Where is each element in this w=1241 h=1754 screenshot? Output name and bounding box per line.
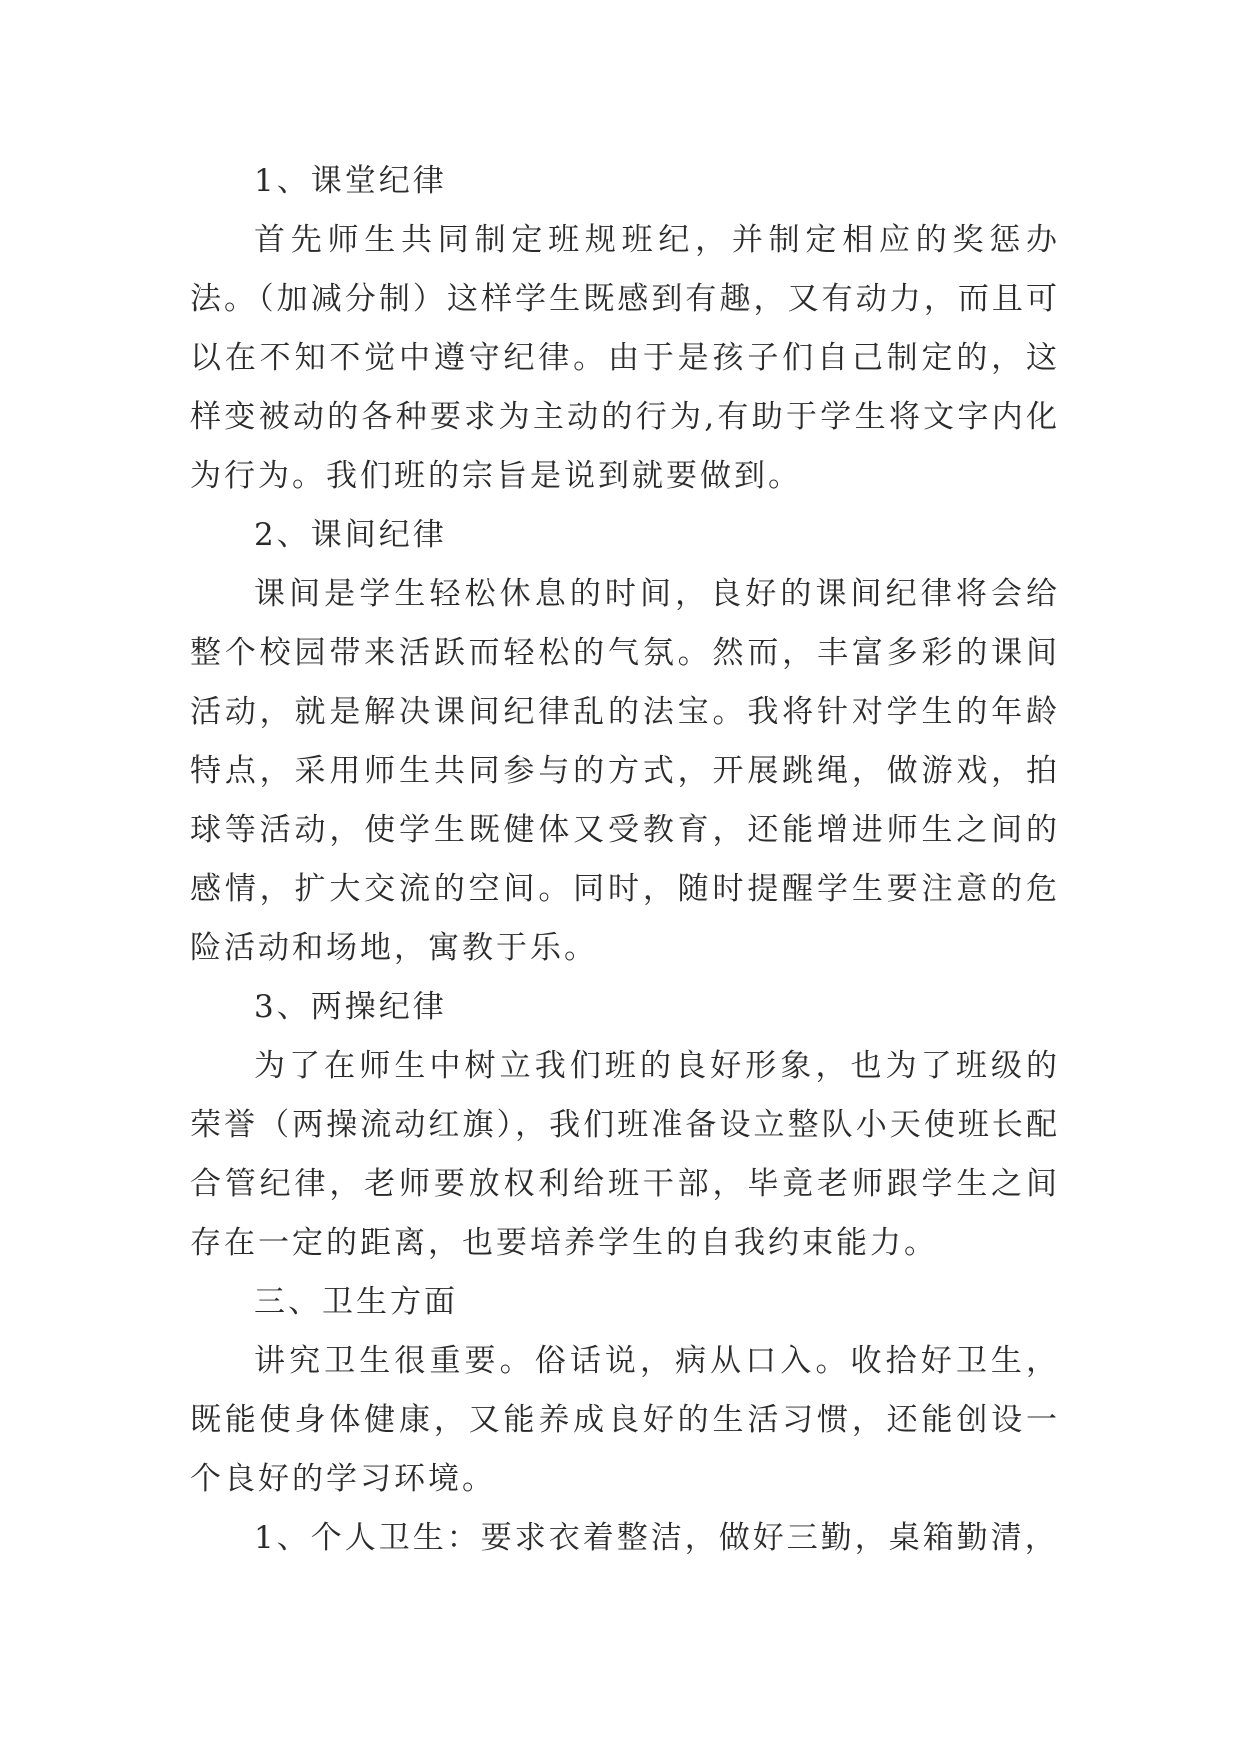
heading-break-discipline: 2、课间纪律 [254, 517, 447, 553]
paragraph-classroom-discipline: 首先师生共同制定班规班纪，并制定相应的奖惩办法。（加减分制）这样学生既感到有趣，又有动力，而且可以在不知不觉中遵守纪律。由于是孩子们自己制定的，这样变被动的各种要求为主动的行为,有助于学生将文字内化为行为。我们班的宗旨是说到就要做到。 [190, 222, 1060, 494]
heading-hygiene: 三、卫生方面 [254, 1284, 458, 1320]
paragraph-break-discipline: 课间是学生轻松休息的时间，良好的课间纪律将会给整个校园带来活跃而轻松的气氛。然而，丰富多彩的课间活动，就是解决课间纪律乱的法宝。我将针对学生的年龄特点，采用师生共同参与的方式，开展跳绳，做游戏，拍球等活动，使学生既健体又受教育，还能增进师生之间的感情，扩大交流的空间。同时，随时提醒学生要注意的危险活动和场地，寓教于乐。 [190, 576, 1060, 966]
heading-exercise-discipline: 3、两操纪律 [254, 989, 447, 1025]
paragraph-personal-hygiene: 1、个人卫生：要求衣着整洁，做好三勤，桌箱勤清， [254, 1520, 1059, 1556]
paragraph-hygiene: 讲究卫生很重要。俗话说，病从口入。收拾好卫生，既能使身体健康，又能养成良好的生活习惯，还能创设一个良好的学习环境。 [190, 1343, 1060, 1497]
paragraph-exercise-discipline: 为了在师生中树立我们班的良好形象，也为了班级的荣誉（两操流动红旗），我们班准备设立整队小天使班长配合管纪律，老师要放权利给班干部，毕竟老师跟学生之间存在一定的距离，也要培养学生的自我约束能力。 [190, 1048, 1060, 1261]
document-body [190, 152, 1060, 1568]
heading-classroom-discipline: 1、课堂纪律 [254, 163, 447, 199]
